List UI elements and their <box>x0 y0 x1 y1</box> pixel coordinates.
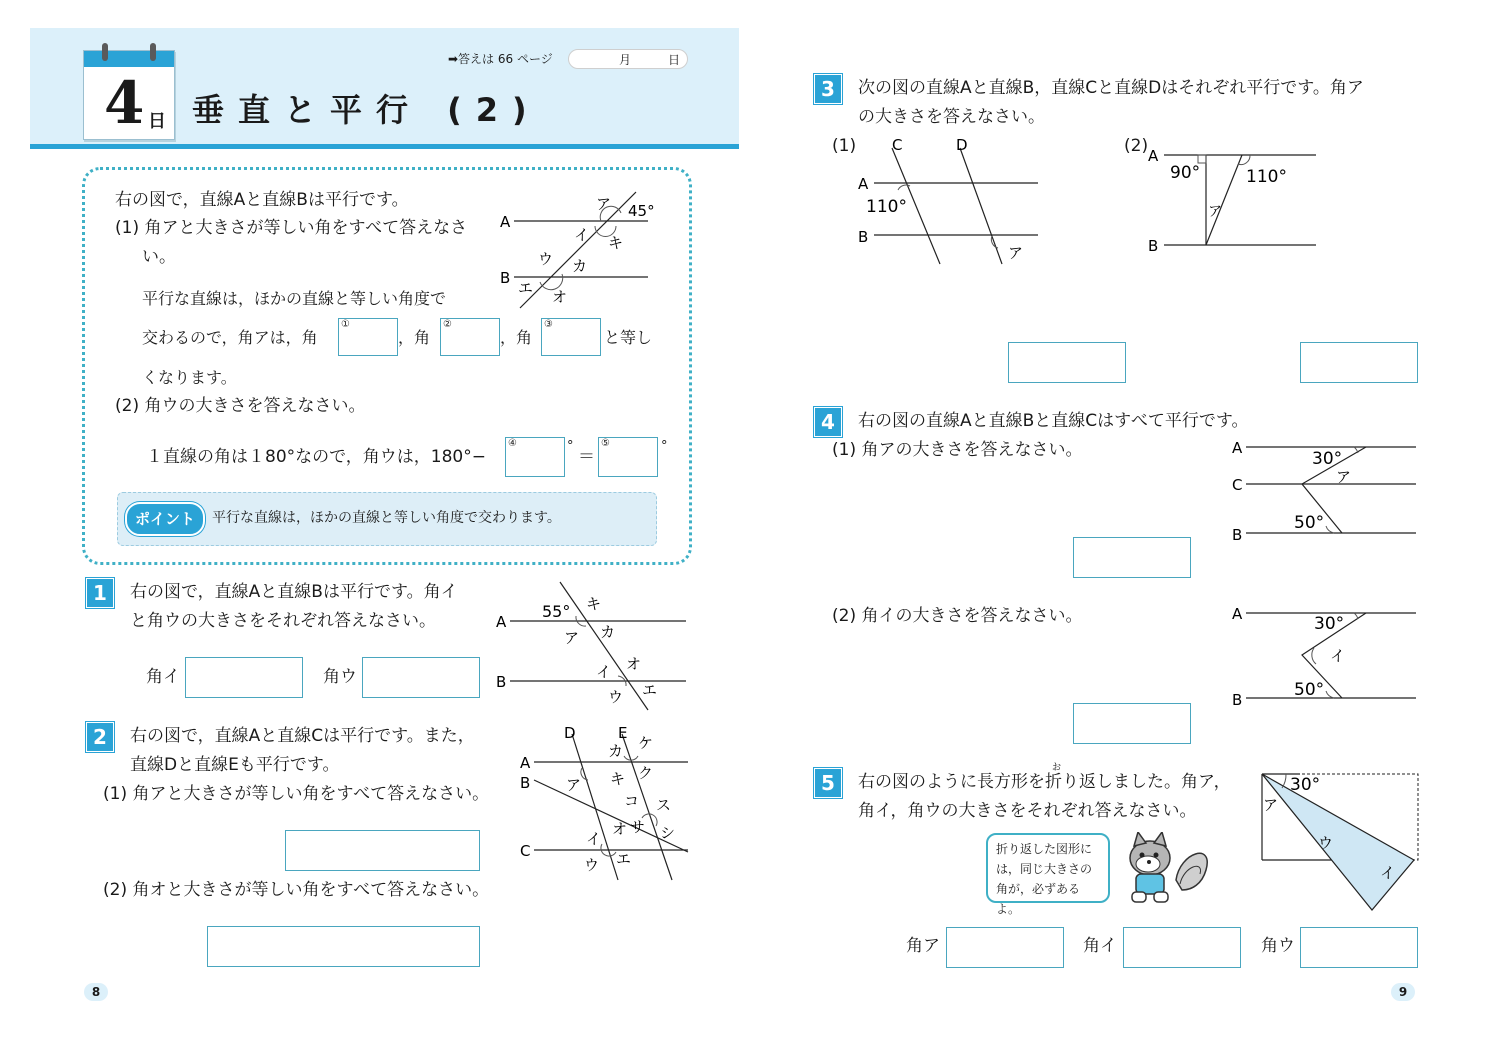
label-a: A <box>1148 147 1159 165</box>
page-number-left: 8 <box>84 983 108 1001</box>
hint-speech-bubble <box>986 833 1110 916</box>
q4-sub1: (1) 角アの大きさを答えなさい。 <box>832 440 1083 460</box>
angle-label-i: イ <box>596 663 612 681</box>
label-a: A <box>1232 605 1243 623</box>
label-a: A <box>500 213 511 231</box>
example-intro: 右の図で，直線Aと直線Bは平行です。 <box>115 190 409 210</box>
angle-label-ki: キ <box>608 234 624 252</box>
q1-figure <box>494 580 694 715</box>
header-rule <box>30 144 739 149</box>
angle-label-u: ウ <box>584 856 600 874</box>
page-number-right: 9 <box>1391 983 1415 1001</box>
label-d: D <box>956 136 968 154</box>
day-unit: 日 <box>148 111 166 132</box>
angle-label-e: エ <box>642 681 658 699</box>
month-label: 月 <box>619 53 632 67</box>
q2-line2: 直線Dと直線Eも平行です。 <box>130 755 340 775</box>
equals-sign: ＝ <box>578 447 595 467</box>
angle-arc <box>1312 648 1316 664</box>
mark-2: ② <box>443 319 452 330</box>
example-q1-line2: い。 <box>142 247 176 267</box>
answer-box-4[interactable] <box>505 437 565 477</box>
ruby-o: お <box>1052 763 1062 773</box>
example-calc: １直線の角は１80°なので，角ウは，180°− <box>146 447 486 467</box>
calendar-ring-icon <box>102 43 108 61</box>
answer-box-2[interactable] <box>440 318 500 356</box>
angle-label-e: エ <box>518 279 534 297</box>
example-hint-line1: 平行な直線は，ほかの直線と等しい角度で <box>142 289 447 308</box>
mark-3: ③ <box>544 319 553 330</box>
example-hint-sep: ，角 <box>500 328 533 347</box>
question-5-badge: 5 <box>814 768 842 798</box>
question-3-badge: 3 <box>814 74 842 104</box>
angle-label-e: エ <box>616 850 632 868</box>
angle-value-1: 30° <box>1312 449 1343 469</box>
label-a: A <box>496 613 507 631</box>
example-hint-end: と等し <box>604 328 653 347</box>
q5-answer-i[interactable] <box>1123 927 1241 968</box>
label-c: C <box>520 842 531 860</box>
example-hint-line3: くなります。 <box>142 368 237 387</box>
angle-label-a: ア <box>1336 468 1352 486</box>
point-text: 平行な直線は，ほかの直線と等しい角度で交わります。 <box>212 510 561 526</box>
q2-answer-2[interactable] <box>207 926 480 967</box>
mark-1: ① <box>341 319 350 330</box>
degree-sign: ° <box>567 439 574 454</box>
calendar-ring-icon <box>150 43 156 61</box>
angle-arc <box>1326 691 1334 698</box>
angle-label-a: ア <box>564 629 580 647</box>
example-q2: (2) 角ウの大きさを答えなさい。 <box>115 396 366 416</box>
label-b: B <box>1232 526 1243 544</box>
date-field[interactable] <box>568 49 688 69</box>
angle-arc <box>1354 613 1358 619</box>
q3-part2-label: (2) <box>1124 136 1149 156</box>
bubble-line1: 折り返した図形に <box>996 842 1093 856</box>
label-c: C <box>892 136 903 154</box>
q4-line1: 右の図の直線Aと直線Bと直線Cはすべて平行です。 <box>858 411 1249 431</box>
angle-label-i: イ <box>574 226 590 244</box>
angle-label-o: オ <box>626 655 642 673</box>
day-label: 日 <box>668 53 681 67</box>
angle-label-ku: ク <box>638 764 654 782</box>
q5-line2: 角イ，角ウの大きさをそれぞれ答えなさい。 <box>858 801 1197 821</box>
angle-label-a: ア <box>1208 204 1222 220</box>
answer-box-5[interactable] <box>598 437 658 477</box>
angle-label-sa: サ <box>630 818 646 836</box>
q3-figure-1 <box>852 134 1047 269</box>
angle-label-ke: ケ <box>638 734 654 752</box>
label-b: B <box>520 774 531 792</box>
q1-answer-u[interactable] <box>362 657 480 698</box>
mark-4: ④ <box>508 438 517 449</box>
q5-figure <box>1256 768 1426 916</box>
day-number: 4 <box>104 69 145 137</box>
bubble-line2: は，同じ大きさの <box>996 862 1093 876</box>
q3-part1-label: (1) <box>832 136 857 156</box>
answer-box-1[interactable] <box>338 318 398 356</box>
q3-answer-1[interactable] <box>1008 342 1126 383</box>
q2-sub1: (1) 角アと大きさが等しい角をすべて答えなさい。 <box>103 784 490 804</box>
q4-figure-2 <box>1230 602 1420 710</box>
q4-figure-1 <box>1230 436 1420 546</box>
squirrel-mascot-icon <box>1118 832 1212 908</box>
q1-label-i: 角イ <box>146 667 180 687</box>
label-a: A <box>1232 439 1243 457</box>
label-b: B <box>500 269 511 287</box>
q5-label-u: 角ウ <box>1261 936 1295 956</box>
point-badge: ポイント <box>125 502 205 536</box>
angle-label-o: オ <box>552 288 568 306</box>
folded-triangle <box>1262 774 1414 910</box>
slant-line <box>1206 155 1242 245</box>
angle-value-1: 30° <box>1314 614 1345 634</box>
q5-label-a: 角ア <box>906 936 940 956</box>
answer-reference: ➡答えは 66 ページ <box>448 52 553 66</box>
angle-label-u: ウ <box>608 688 624 706</box>
angle-label-i: イ <box>1380 864 1396 882</box>
question-4-badge: 4 <box>814 407 842 437</box>
q5-label-i: 角イ <box>1083 936 1117 956</box>
angle-label-shi: シ <box>660 824 676 842</box>
q2-figure <box>516 722 696 882</box>
angle-label-ka: カ <box>600 623 616 641</box>
q2-sub2: (2) 角オと大きさが等しい角をすべて答えなさい。 <box>103 880 490 900</box>
angle-label-a: ア <box>596 195 612 213</box>
angle-value-1: 90° <box>1170 163 1201 183</box>
label-b: B <box>1148 237 1159 255</box>
angle-label-ko: コ <box>624 792 640 810</box>
angle-label-a: ア <box>1008 244 1024 262</box>
q3-line2: の大きさを答えなさい。 <box>858 107 1045 127</box>
q4-answer-1[interactable] <box>1073 537 1191 578</box>
calendar-top-bar <box>84 51 174 67</box>
q1-line1: 右の図で，直線Aと直線Bは平行です。角イ <box>130 582 458 602</box>
q2-line1: 右の図で，直線Aと直線Cは平行です。また， <box>130 726 475 746</box>
label-b: B <box>858 228 869 246</box>
page-title: 垂直と平行 (2) <box>192 91 541 129</box>
q1-label-u: 角ウ <box>323 667 357 687</box>
label-e: E <box>618 724 628 742</box>
q3-answer-2[interactable] <box>1300 342 1418 383</box>
angle-value-2: 50° <box>1294 513 1325 533</box>
mark-5: ⑤ <box>601 438 610 449</box>
example-q1-line1: (1) 角アと大きさが等しい角をすべて答えなさ <box>115 218 468 238</box>
q1-answer-i[interactable] <box>185 657 303 698</box>
angle-label-o: オ <box>612 820 628 838</box>
angle-label-i: イ <box>586 830 602 848</box>
angle-value-2: 50° <box>1294 680 1325 700</box>
angle-value: 30° <box>1290 775 1321 795</box>
angle-label-ka: カ <box>572 257 588 275</box>
question-2-badge: 2 <box>86 722 114 752</box>
q4-answer-2[interactable] <box>1073 703 1191 744</box>
angle-label-u: ウ <box>538 250 554 268</box>
bubble-line3: 角が，必ずあるよ。 <box>996 882 1081 916</box>
angle-label-ka: カ <box>608 742 624 760</box>
question-1-badge: 1 <box>86 578 114 608</box>
angle-label-i: イ <box>1330 647 1346 665</box>
label-d: D <box>564 724 576 742</box>
angle-value: 110° <box>866 197 907 217</box>
angle-label-a: ア <box>1263 796 1279 814</box>
answer-box-3[interactable] <box>541 318 601 356</box>
q3-line1: 次の図の直線Aと直線B，直線Cと直線Dはそれぞれ平行です。角ア <box>858 78 1364 98</box>
q5-answer-a[interactable] <box>946 927 1064 968</box>
angle-label-ki: キ <box>586 595 602 613</box>
angle-value: 45° <box>628 202 655 220</box>
label-a: A <box>858 175 869 193</box>
label-b: B <box>1232 691 1243 709</box>
angle-label-u: ウ <box>1318 834 1334 852</box>
angle-label-ki: キ <box>610 770 626 788</box>
angle-value: 55° <box>542 602 571 621</box>
q3-figure-2 <box>1146 140 1321 260</box>
q1-line2: と角ウの大きさをそれぞれ答えなさい。 <box>130 611 436 631</box>
q2-answer-1[interactable] <box>285 830 480 871</box>
example-hint-sep: ，角 <box>398 328 431 347</box>
label-c: C <box>1232 476 1243 494</box>
degree-sign: ° <box>661 439 668 454</box>
angle-label-su: ス <box>656 796 672 814</box>
day-calendar-icon <box>83 50 175 140</box>
q5-answer-u[interactable] <box>1300 927 1418 968</box>
example-hint-line2: 交わるので，角アは，角 <box>142 328 318 347</box>
right-angle-mark <box>1198 155 1206 163</box>
label-b: B <box>496 673 507 691</box>
angle-value-2: 110° <box>1246 167 1287 187</box>
angle-arc <box>1326 526 1334 533</box>
q5-line1: 右の図のように長方形を折り返しました。角ア， <box>858 772 1231 792</box>
angle-label-a: ア <box>566 776 582 794</box>
q4-sub2: (2) 角イの大きさを答えなさい。 <box>832 606 1083 626</box>
label-a: A <box>520 754 531 772</box>
example-figure <box>496 188 656 313</box>
